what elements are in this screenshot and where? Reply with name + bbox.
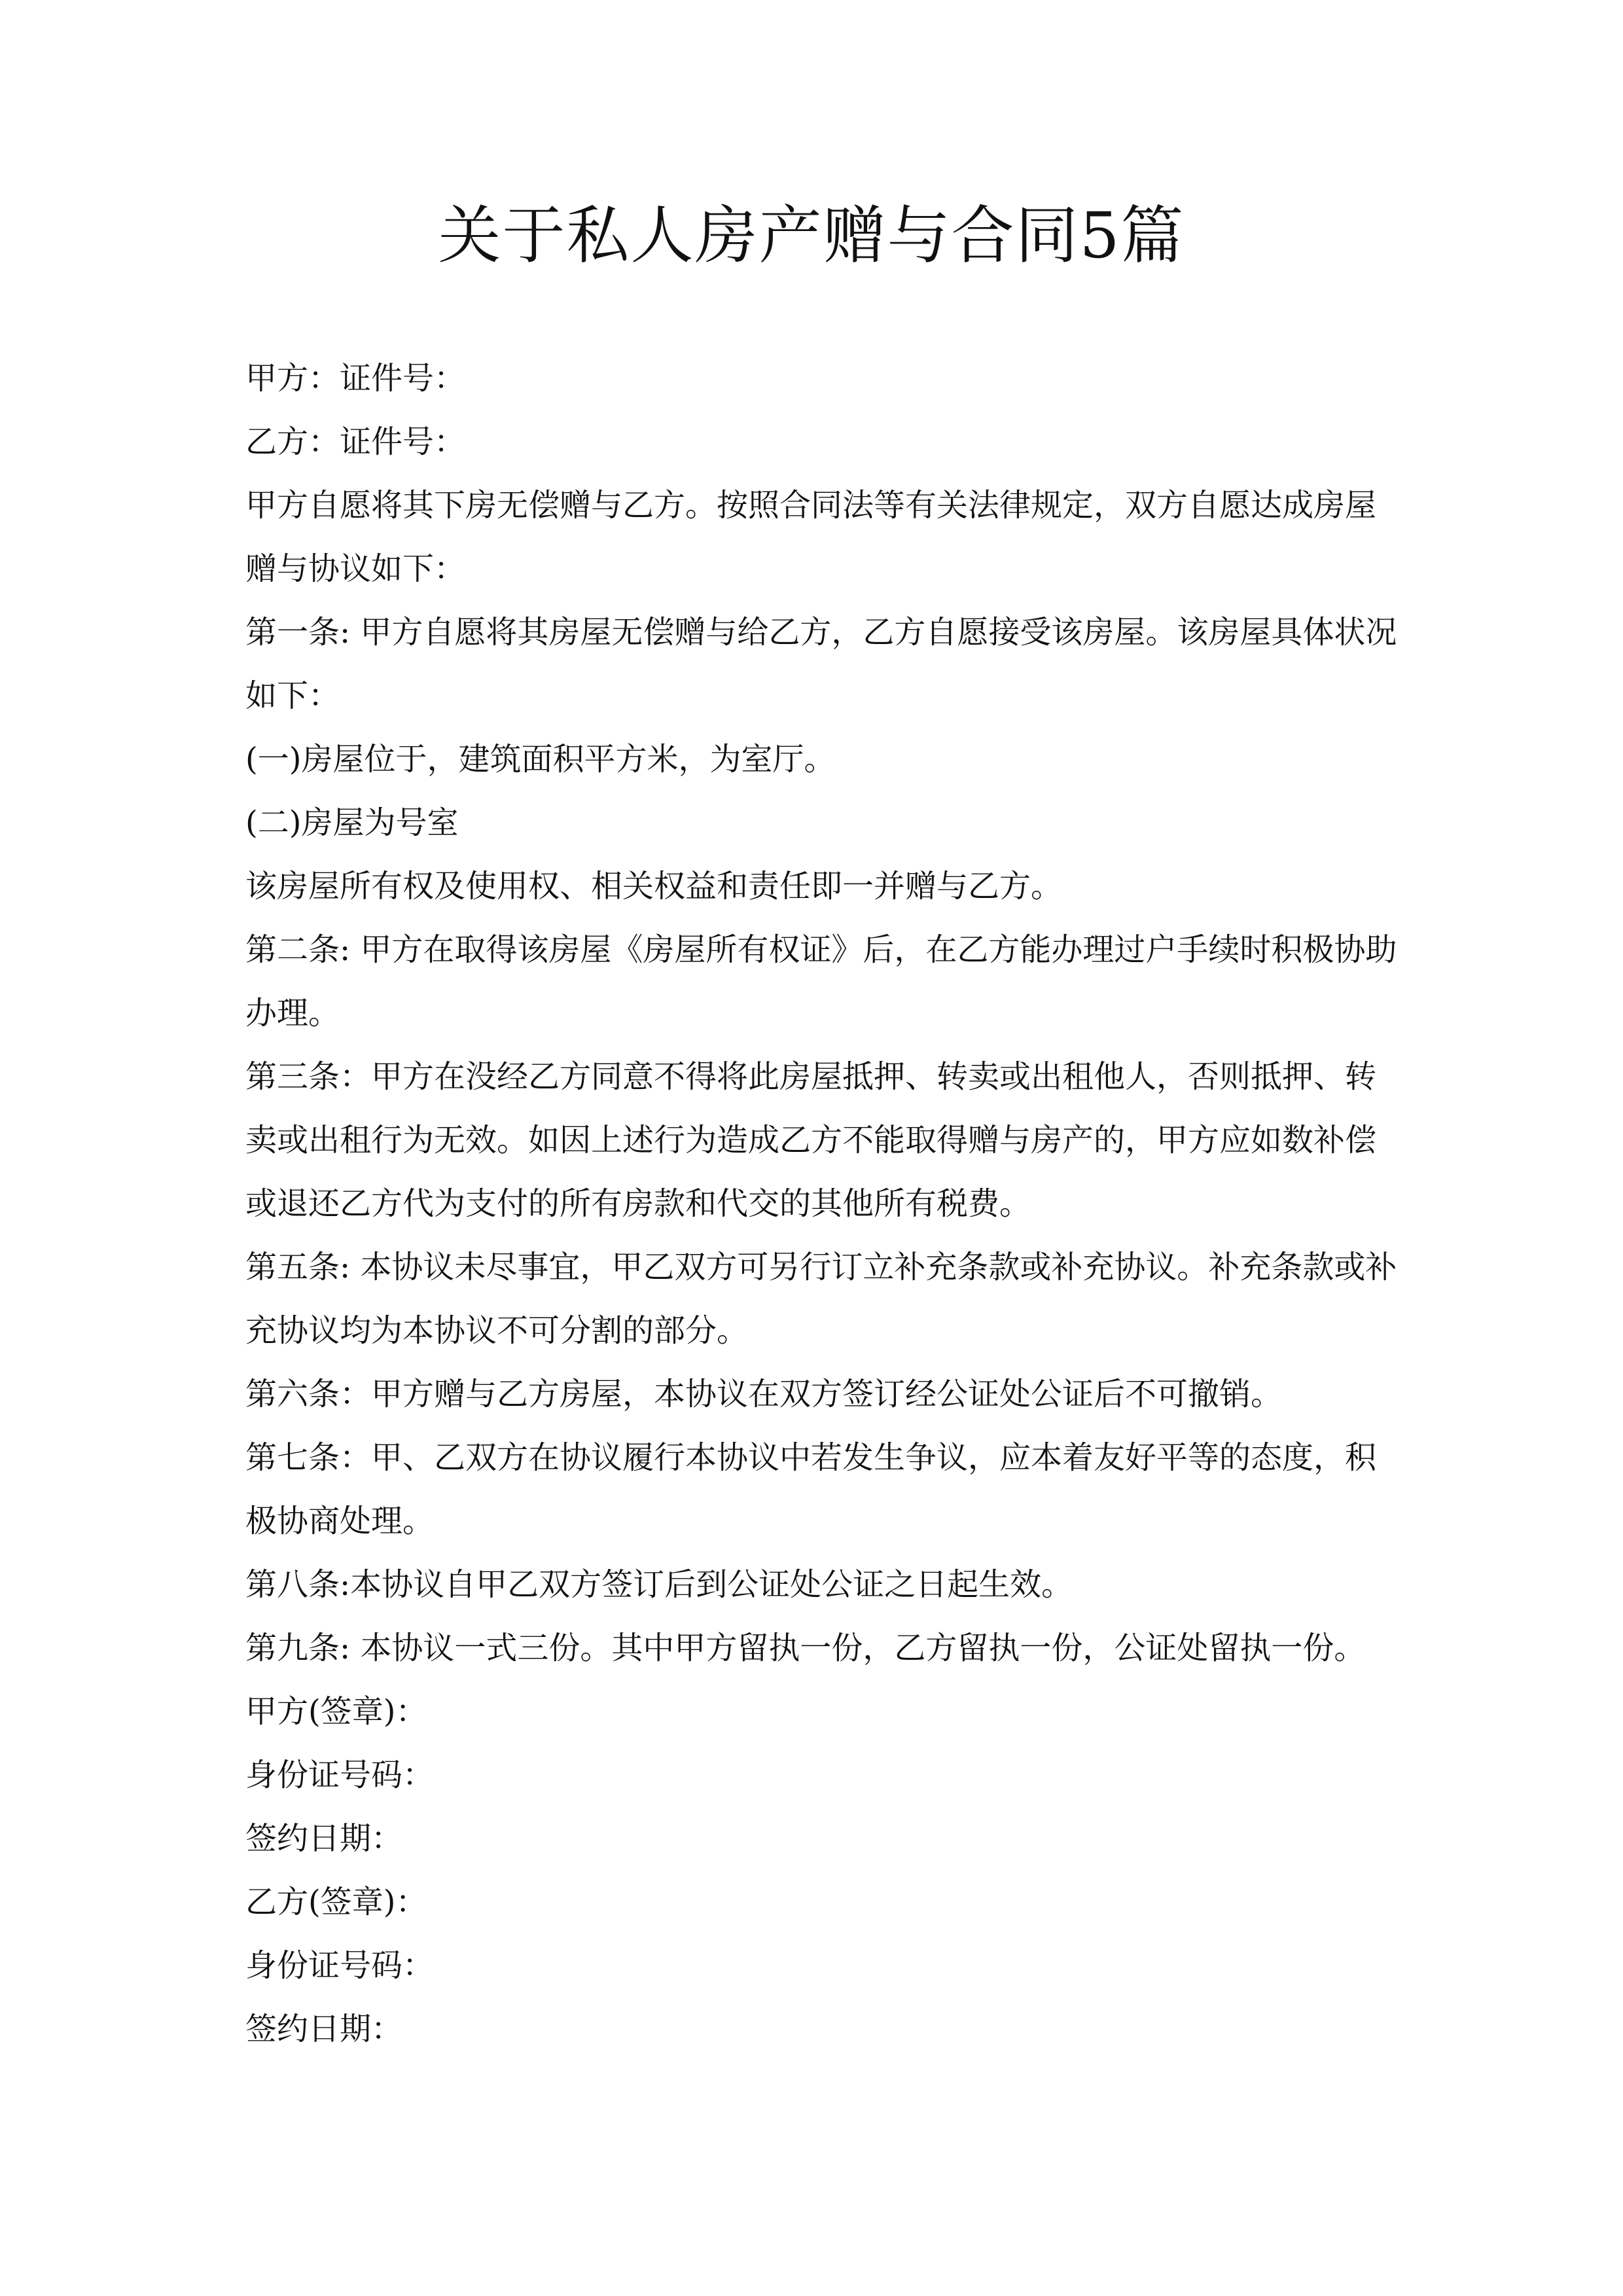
article-7: 第七条：甲、乙双方在协议履行本协议中若发生争议，应本着友好平等的态度，积极协商处理。 [245,1439,1377,1539]
party-a-signature-label: 甲方(签章)： [245,1693,427,1730]
document-body [245,347,1397,2061]
article-3: 第三条：甲方在没经乙方同意不得将此房屋抵押、转卖或出租他人，否则抵押、转卖或出租行为无效。如因上述行为造成乙方不能取得赠与房产的，甲方应如数补偿或退还乙方代为支付的所有房款和代交的其他所有税费。 [245,1058,1377,1222]
party-a-sign-date-label: 签约日期： [245,1820,403,1857]
party-a-id-number-label: 身份证号码： [245,1757,435,1793]
article-1-item-1: (一)房屋位于，建筑面积平方米，为室厅。 [245,741,836,778]
preamble-paragraph: 甲方自愿将其下房无偿赠与乙方。按照合同法等有关法律规定，双方自愿达成房屋赠与协议如下： [245,487,1377,587]
party-b-sign-date-label: 签约日期： [245,2011,403,2047]
party-a-line: 甲方：证件号： [245,360,466,397]
article-8: 第八条:本协议自甲乙双方签订后到公证处公证之日起生效。 [245,1566,1073,1603]
ownership-paragraph: 该房屋所有权及使用权、相关权益和责任即一并赠与乙方。 [245,868,1063,905]
article-2: 第二条: 甲方在取得该房屋《房屋所有权证》后，在乙方能办理过户手续时积极协助办理。 [245,931,1397,1031]
article-9: 第九条: 本协议一式三份。其中甲方留执一份，乙方留执一份，公证处留执一份。 [245,1630,1366,1666]
article-6: 第六条：甲方赠与乙方房屋，本协议在双方签订经公证处公证后不可撤销。 [245,1376,1283,1412]
article-1: 第一条: 甲方自愿将其房屋无偿赠与给乙方，乙方自愿接受该房屋。该房屋具体状况如下： [245,614,1397,714]
article-5: 第五条: 本协议未尽事宜，甲乙双方可另行订立补充条款或补充协议。补充条款或补充协议均为本协议不可分割的部分。 [245,1249,1397,1349]
party-b-signature-label: 乙方(签章)： [245,1884,427,1920]
party-b-line: 乙方：证件号： [245,423,466,460]
article-1-item-2: (二)房屋为号室 [245,804,459,841]
document-title: 关于私人房产赠与合同5篇 [438,199,1185,272]
party-b-id-number-label: 身份证号码： [245,1947,435,1984]
